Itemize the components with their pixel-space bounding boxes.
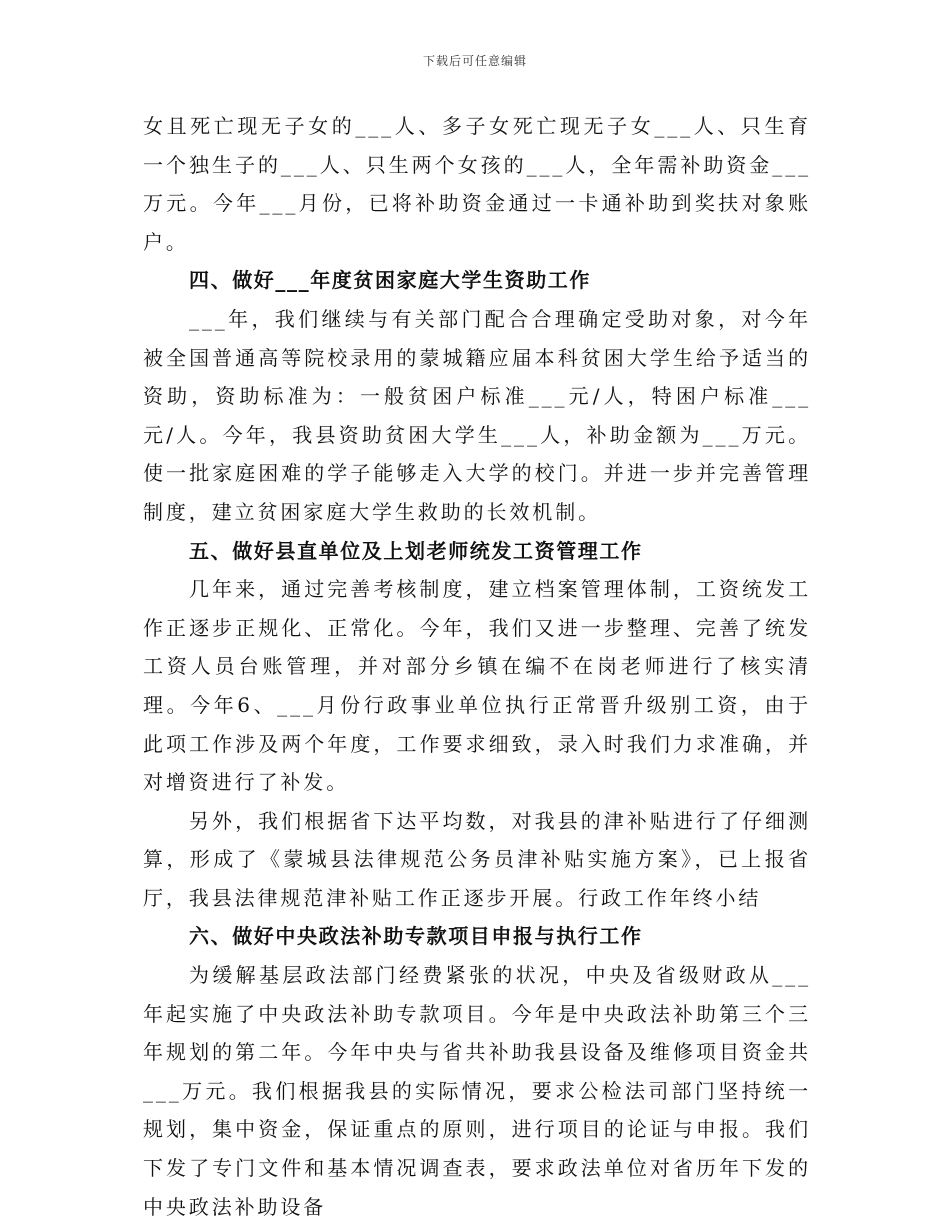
paragraph-allowance: 另外，我们根据省下达平均数，对我县的津补贴进行了仔细测算，形成了《蒙城县法律规范公务员津补贴实施方案》，已上报省厅，我县法律规范津补贴工作正逐步开展。行政工作年终小结 [143,808,811,910]
section-heading-5: 五、做好县直单位及上划老师统发工资管理工作 [189,538,643,563]
page-header-note: 下载后可任意编辑 [422,54,527,68]
paragraph-continuation: 女且死亡现无子女的___人、多子女死亡现无子女___人、只生育一个独生子的___人、只生两个女孩的___人，全年需补助资金___万元。今年___月份，已将补助资金通过一卡通补助到奖扶对象账户。 [143,114,811,254]
paragraph-salary-management: 几年来，通过完善考核制度，建立档案管理体制，工资统发工作正逐步正规化、正常化。今年，我们又进一步整理、完善了统发工资人员台账管理，并对部分乡镇在编不在岗老师进行了核实清理。今年6、___月份行政事业单位执行正常晋升级别工资，由于此项工作涉及两个年度，工作要求细致，录入时我们力求准确，并对增资进行了补发。 [143,577,811,795]
paragraph-legal-subsidy: 为缓解基层政法部门经费紧张的状况，中央及省级财政从___年起实施了中央政法补助专款项目。今年是中央政法补助第三个三年规划的第二年。今年中央与省共补助我县设备及维修项目资金共___万元。我们根据我县的实际情况，要求公检法司部门坚持统一规划，集中资金，保证重点的原则，进行项目的论证与申报。我们下发了专门文件和基本情况调查表，要求政法单位对省历年下发的中央政法补助设备 [143,963,811,1219]
paragraph-student-aid: ___年，我们继续与有关部门配合合理确定受助对象，对今年被全国普通高等院校录用的蒙城籍应届本科贫困大学生给予适当的资助，资助标准为：一般贫困户标准___元/人，特困户标准___元/人。今年，我县资助贫困大学生___人，补助金额为___万元。使一批家庭困难的学子能够走入大学的校门。并进一步并完善管理制度，建立贫困家庭大学生救助的长效机制。 [143,306,811,524]
document-body [143,107,811,1226]
section-heading-6: 六、做好中央政法补助专款项目申报与执行工作 [189,924,643,949]
section-heading-4: 四、做好___年度贫困家庭大学生资助工作 [189,268,591,293]
